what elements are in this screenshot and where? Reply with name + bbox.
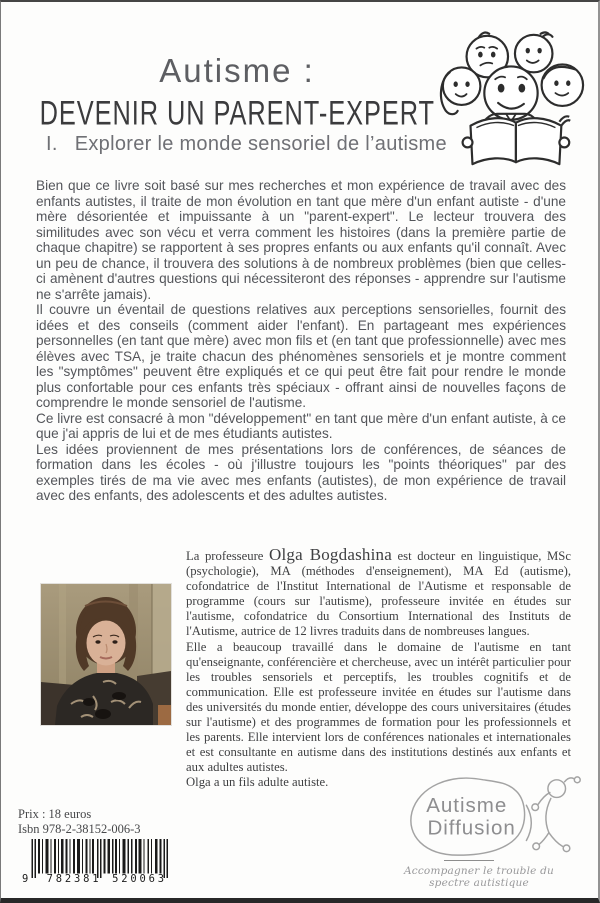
book-title: Autisme : (159, 52, 315, 89)
book-subtitle-wrap (1, 93, 473, 133)
author-photo (41, 584, 171, 725)
chapter-number: I. (46, 133, 58, 155)
bio-paragraph-2: Elle a beaucoup travaillé dans le domaine de l'autisme en tant qu'enseignante, conférencière et chercheuse, avec un intérêt particulier pour les troubles sensoriels et perceptifs, les troubles cognitifs et de communication. Elle est professeure invitée en études sur l'autisme dans des universités du monde entier, développe des cours universitaires (études sur l'autisme) et des programmes de formation pour les professionnels et les parents. Elle intervient lors de conférences nationales et internationales et est consultante en autisme dans des institutions destinés aux enfants et aux adultes autistes. (186, 639, 571, 775)
bio-paragraph-1 (186, 547, 571, 640)
children-reading-book-icon (431, 22, 589, 176)
barcode-digits-left: 782381 (46, 872, 102, 883)
publisher-logo (399, 772, 599, 862)
logo-divider (444, 860, 494, 861)
synopsis (36, 178, 566, 504)
barcode (21, 839, 171, 883)
synopsis-paragraph-1: Bien que ce livre soit basé sur mes recherches et mon expérience de travail avec des enfants autistes, il traite de mon évolution en tant que mère d'un enfant autiste - d'une mère désorientée et impuissante à un "parent-expert". Le lecteur trouvera des similitudes avec son vécu et verra comment les histoires (dans la première partie de chaque chapitre) se rapportent à ses propres enfants ou aux enfants qu'il connaît. Avec un peu de chance, il trouvera des solutions à de nombreux problèmes (bien que celles-ci amènent d'autres questions qui nécessiteront des réponses - apprendre sur l'autisme ne s'arrête jamais). (36, 178, 566, 302)
author-bio (186, 547, 571, 791)
synopsis-paragraph-2: Il couvre un éventail de questions relatives aux perceptions sensorielles, fournit des idées et des conseils (comment aider l'enfant). En partageant mes expériences personnelles (en tant que mère) avec mon fils et (en tant que professionnelle) avec mes élèves avec TSA, je traite chacun des phénomènes sensoriels et je montre comment les "symptômes" peuvent être expliqués et ce qui peut être fait pour rendre le monde plus confortable pour ces enfants très spéciaux - offrant ainsi de nouvelles façons de comprendre le monde sensoriel de l'autisme. (36, 302, 566, 410)
chapter-heading (46, 133, 447, 156)
synopsis-paragraph-3: Ce livre est consacré à mon "développement" en tant que mère d'un enfant autiste, à ce que j'ai appris de lui et de mes étudiants autistes. (36, 410, 566, 441)
barcode-digit-lead: 9 (21, 872, 29, 883)
title-block (1, 52, 473, 133)
author-name: Olga Bogdashina (269, 545, 392, 564)
price: Prix : 18 euros (18, 807, 92, 821)
barcode-digits-right: 520063 (112, 872, 167, 883)
bio-paragraph-3: Olga a un fils adulte autiste. (186, 775, 329, 790)
chapter-title: Explorer le monde sensoriel de l’autisme (74, 133, 447, 155)
synopsis-paragraph-4: Les idées proviennent de mes présentations lors de conférences, de séances de formation dans les écoles - où j'illustre toujours les "points théoriques" par des exemples tirés de ma vie avec mes enfants (autistes), de mon expérience de travail avec des enfants, des adolescents et des adultes autistes. (36, 441, 566, 503)
book-subtitle: DEVENIR UN PARENT-EXPERT (39, 93, 435, 133)
bio-intro-suffix: est docteur en linguistique, MSc (psychologie), MA (méthodes d'enseignement), MA Ed (autisme), cofondatrice de l'Institut International de l'Autisme et responsable de programme (cours sur l'autisme), professeure invitée en études sur l'autisme, cofondatrice du Consortium International des Instituts de l'Autisme, autrice de 12 livres traduits dans de nombreuses langues. (186, 549, 571, 639)
publisher-name-line1: Autisme (426, 794, 508, 818)
isbn: Isbn 978-2-38152-006-3 (18, 821, 141, 836)
publisher-name-line2: Diffusion (427, 816, 516, 840)
pricing-block (18, 807, 171, 883)
publisher-tagline: Accompagner le trouble du spectre autistique (403, 865, 554, 889)
bio-intro-prefix: La professeure (186, 549, 269, 563)
